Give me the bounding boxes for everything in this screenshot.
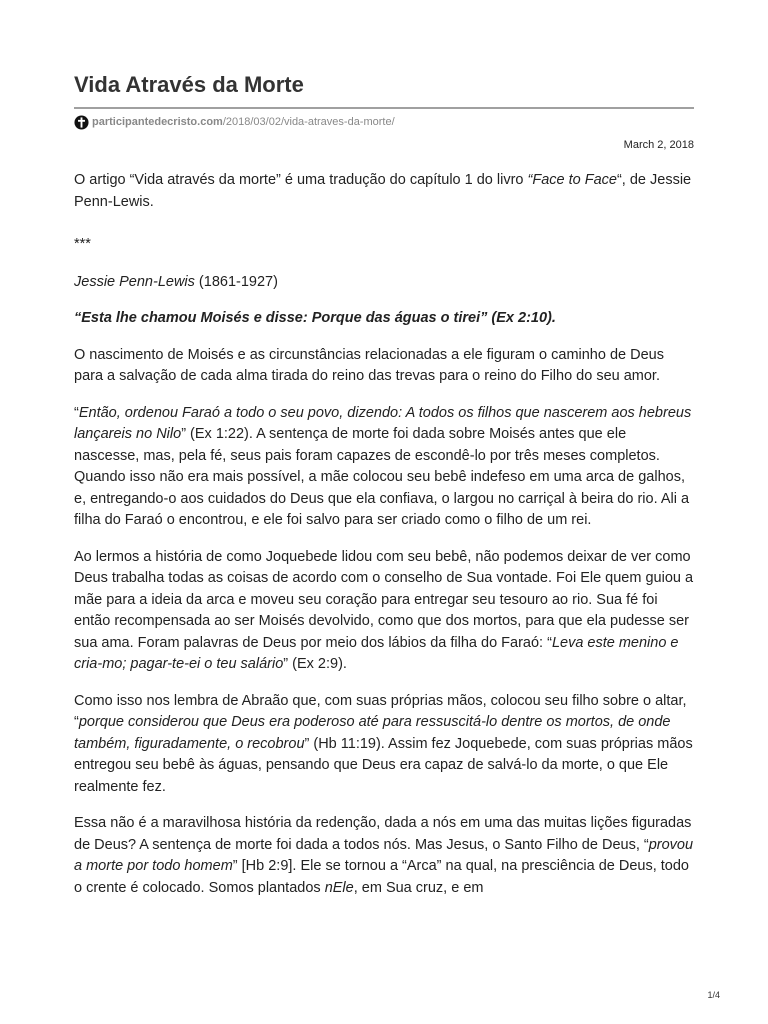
text-run: O artigo “Vida através da morte” é uma tradução do capítulo 1 do livro (74, 172, 528, 188)
text-run: Leva este menino e cria-mo; pagar-te-ei o teu salário (74, 634, 679, 672)
text-run: ” (Ex 2:9). (283, 656, 347, 672)
paragraph-intro (74, 170, 694, 213)
article-body (74, 170, 694, 914)
cross-logo-icon (74, 115, 89, 130)
text-run: Ao lermos a história de como Joquebede lidou com seu bebê, não podemos deixar de ver como Deus trabalha todas as coisas de acordo com o conselho de Sua vontade. Foi Ele quem guiou a mãe para a ideia da arca e moveu seu coração para entregar seu tesouro ao rio. Sua fé foi então recompensada ao ser Moisés devolvido, como que dos mortos, para que ela pudesse ser sua ama. Foram palavras de Deus por meio dos lábios da filha do Faraó: “ (74, 548, 694, 651)
text-run: “Face to Face (527, 172, 617, 188)
paragraph (74, 813, 694, 899)
text-run: ” (Hb 11:19). Assim fez Joquebede, com suas próprias mãos entregou seu bebê às águas, pensando que Deus era capaz de salvá-lo da morte, o que Ele realmente fez. (74, 735, 693, 795)
text-run: Essa não é a maravilhosa história da redenção, dada a nós em uma das muitas lições figuradas de Deus? A sentença de morte foi dada a todos nós. Mas Jesus, o Santo Filho de Deus, “ (74, 815, 692, 853)
source-domain[interactable]: participantedecristo.com (92, 116, 223, 128)
text-run: , em Sua cruz, e em (353, 879, 484, 896)
author-line (74, 272, 694, 294)
text-run: ” [Hb 2:9]. Ele se tornou a “Arca” na qual, na presciência de Deus, todo o crente é colocado. Somos plantados (74, 858, 689, 896)
paragraph (74, 403, 694, 532)
text-run: “, de Jessie Penn-Lewis. (74, 172, 692, 210)
text-run: nEle (324, 879, 354, 896)
paragraph (74, 547, 694, 676)
text-run: “ (74, 404, 79, 421)
source-line[interactable] (74, 114, 395, 130)
text-run: *** (74, 236, 91, 252)
title-divider (74, 107, 694, 109)
publish-date: March 2, 2018 (623, 139, 694, 151)
text-run: porque considerou que Deus era poderoso até para ressuscitá-lo dentre os mortos, de onde também, figuradamente, o recobrou (74, 714, 671, 752)
page-indicator: 1/4 (707, 990, 720, 1000)
text-run: Como isso nos lembra de Abraão que, com suas próprias mãos, colocou seu filho sobre o altar, “ (74, 692, 687, 730)
section-separator (74, 234, 694, 256)
text-run: provou a morte por todo homem (74, 836, 694, 874)
text-run: Então, ordenou Faraó a todo o seu povo, dizendo: A todos os filhos que nascerem aos hebreus lançareis no Nilo (74, 404, 692, 442)
paragraph (74, 345, 694, 388)
paragraph (74, 691, 694, 799)
source-path[interactable]: /2018/03/02/vida-atraves-da-morte/ (222, 116, 395, 128)
text-run: Jessie Penn-Lewis (74, 273, 195, 290)
article-title: Vida Através da Morte (74, 72, 304, 97)
text-run: O nascimento de Moisés e as circunstâncias relacionadas a ele figuram o caminho de Deus para a salvação de cada alma tirada do reino das trevas para o reino do Filho do seu amor. (74, 346, 664, 384)
text-run: ” (Ex 1:22). A sentença de morte foi dada sobre Moisés antes que ele nascesse, mas, pela fé, seus pais foram capazes de escondê-lo por três meses completos. Quando isso não era mais possível, a mãe colocou seu bebê indefeso em uma arca de galhos, e, entregando-o aos cuidados do Deus que ela confiava, o largou no carriçal à beira do rio. Ali a filha do Faraó o encontrou, e ele foi salvo para ser criado como o filho de um rei. (74, 426, 690, 528)
epigraph-quote (74, 308, 694, 330)
text-run: (1861-1927) (194, 273, 278, 290)
text-run: “Esta lhe chamou Moisés e disse: Porque das águas o tirei” (Ex 2:10). (74, 310, 556, 326)
